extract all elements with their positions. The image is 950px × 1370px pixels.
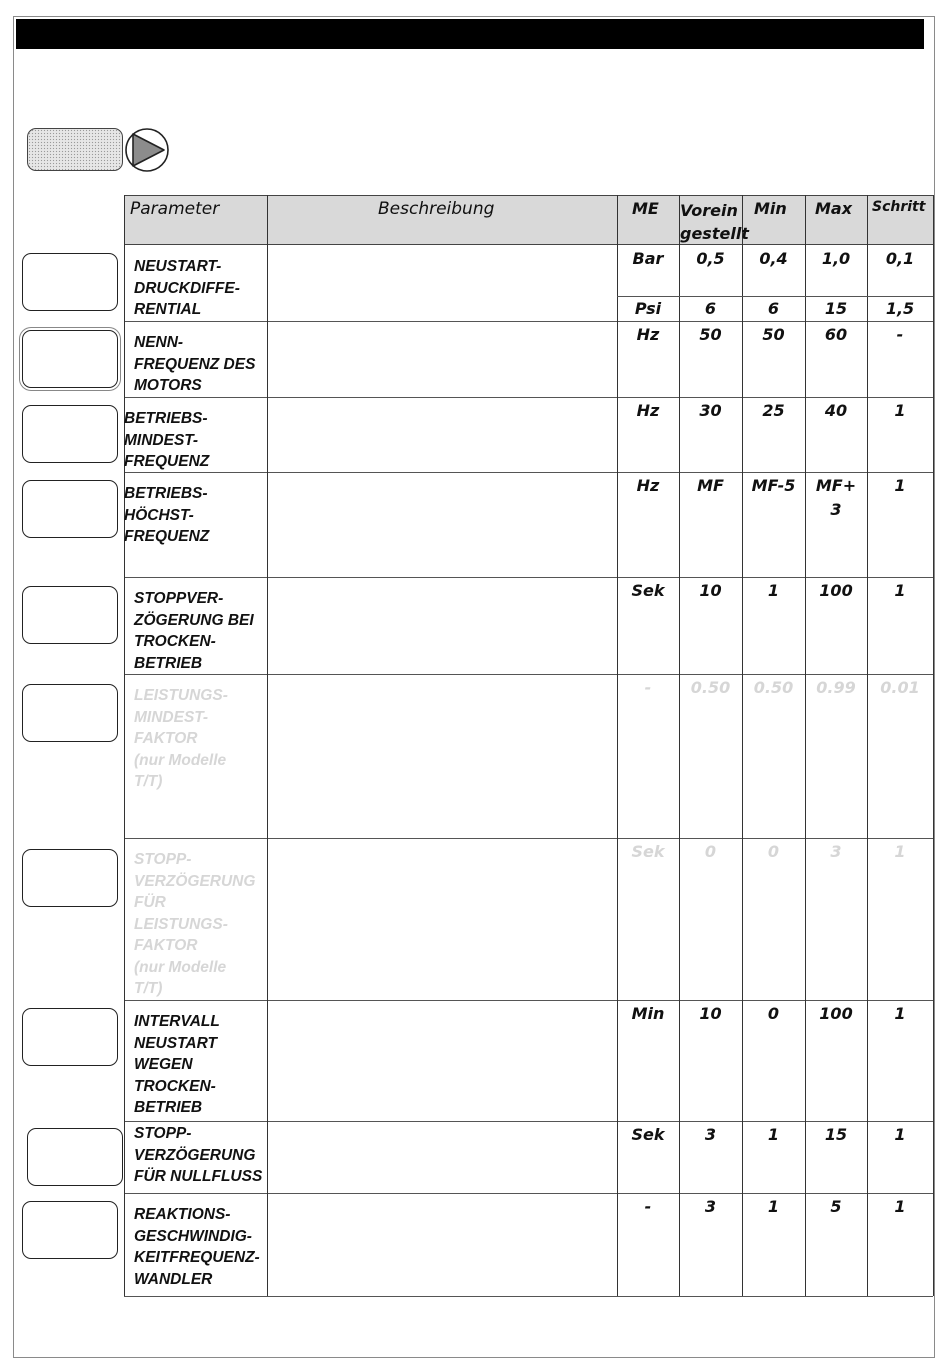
header-preset: Vorein gestellt [680,201,749,243]
parameter-name: STOPPVER- ZÖGERUNG BEI TROCKEN- BETRIEB [134,590,254,672]
value-preset: 10 [699,581,722,600]
value-unit: Sek [631,1125,665,1144]
description-cell [268,245,616,265]
value-preset: MF [697,476,724,495]
parameter-key-button[interactable] [22,330,118,388]
value-preset: 50 [699,325,722,344]
parameter-name: STOPP- VERZÖGERUNG FÜR LEISTUNGS- FAKTOR (nur Modelle T/T) [134,851,256,997]
row-divider [124,1296,933,1297]
value-max: 0.99 [816,678,856,697]
value-min: 25 [762,401,785,420]
value-step: 1 [894,842,906,861]
value-min: MF-5 [751,476,796,495]
value-preset: 10 [699,1004,722,1023]
description-cell [268,1193,616,1213]
value-step: 1 [894,1004,906,1023]
description-cell [268,1121,616,1141]
value-unit: Hz [636,476,660,495]
value-step: 1 [894,401,906,420]
value-step: - [896,325,904,344]
parameter-key-button[interactable] [22,405,118,463]
value-max: 5 [830,1197,842,1216]
parameter-name: NEUSTART- DRUCKDIFFE- RENTIAL [134,258,240,318]
parameter-name: STOPP- VERZÖGERUNG FÜR NULLFLUSS [134,1125,263,1185]
parameter-key-button[interactable] [22,586,118,644]
parameter-name: NENN- FREQUENZ DES MOTORS [134,334,256,394]
value-min: 0 [767,842,780,861]
header-description: Beschreibung [378,199,495,219]
value-min: 1 [767,1197,780,1216]
parameter-key-button[interactable] [22,1008,118,1066]
description-cell [268,321,616,341]
value-max: 3 [830,842,842,861]
description-cell [268,1000,616,1020]
value-preset: 30 [699,401,722,420]
description-cell [268,472,616,492]
description-cell [268,674,616,694]
value-preset: 3 [704,1197,717,1216]
parameter-name: BETRIEBS- MINDEST- FREQUENZ [124,410,210,470]
value-min: 0 [767,1004,780,1023]
header-parameter: Parameter [130,199,220,219]
value-max: 40 [824,401,848,420]
value-step: 1 [894,1197,906,1216]
value-preset: 3 [704,1125,717,1144]
header-unit: ME [632,199,659,218]
description-cell [268,577,616,597]
value-min: 0.50 [753,678,794,697]
value-max: 1,0 [821,249,851,268]
value-preset: 0.50 [690,678,731,697]
parameter-name: LEISTUNGS- MINDEST- FAKTOR (nur Modelle T/T) [134,687,228,790]
value-max: 60 [824,325,848,344]
value-min: 1 [767,1125,780,1144]
value-unit: - [644,1197,652,1216]
parameter-name: BETRIEBS- HÖCHST- FREQUENZ [124,485,210,545]
play-icon[interactable] [124,127,170,173]
header-min: Min [754,199,787,218]
value-unit: Bar [632,249,664,268]
menu-key-button[interactable] [27,128,123,171]
value-unit: Sek [631,842,665,861]
value-max: 15 [824,1125,848,1144]
description-cell [268,838,616,858]
value-min: 50 [762,325,785,344]
value-unit: Psi [634,299,662,318]
value-max: 15 [824,299,848,318]
column-divider [124,195,125,1296]
value-step: 1,5 [885,299,915,318]
header-step: Schritt [872,199,926,215]
table-header [124,195,933,245]
value-step: 0.01 [880,678,920,697]
value-step: 1 [894,476,906,495]
value-min: 0,4 [759,249,788,268]
parameter-key-button[interactable] [22,684,118,742]
parameter-key-button[interactable] [22,1201,118,1259]
parameter-name: INTERVALL NEUSTART WEGEN TROCKEN- BETRIEB [134,1013,220,1116]
value-unit: - [644,678,652,697]
value-unit: Hz [636,401,660,420]
description-cell [268,397,616,417]
value-max: MF+ 3 [815,476,857,519]
header-bar [16,19,924,49]
column-divider [933,195,934,1296]
value-max: 100 [819,1004,853,1023]
value-min: 1 [767,581,780,600]
parameter-key-button[interactable] [27,1128,123,1186]
value-unit: Min [631,1004,665,1023]
value-min: 6 [767,299,780,318]
parameter-key-button[interactable] [22,253,118,311]
value-preset: 6 [704,299,717,318]
value-preset: 0,5 [696,249,725,268]
value-unit: Sek [631,581,665,600]
value-max: 100 [819,581,853,600]
header-max: Max [815,199,853,218]
parameter-name: REAKTIONS- GESCHWINDIG- KEITFREQUENZ- WANDLER [134,1206,260,1288]
value-preset: 0 [704,842,717,861]
parameter-key-button[interactable] [22,480,118,538]
value-step: 1 [894,1125,906,1144]
parameter-key-button[interactable] [22,849,118,907]
value-step: 0,1 [885,249,915,268]
value-unit: Hz [636,325,660,344]
value-step: 1 [894,581,906,600]
